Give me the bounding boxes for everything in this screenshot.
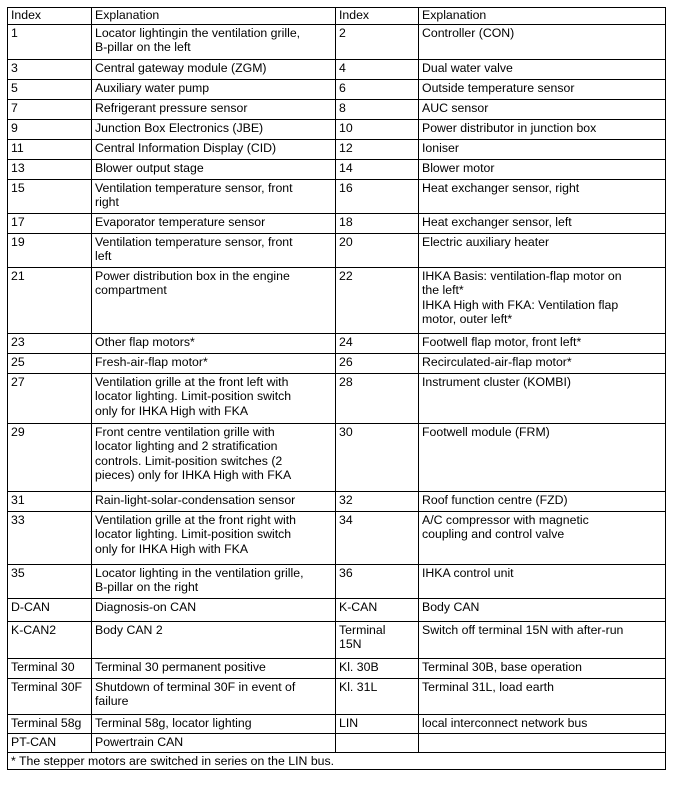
index-cell-right: Kl. 31L: [336, 678, 419, 714]
explanation-cell-right: Switch off terminal 15N with after-run: [419, 621, 666, 658]
legend-table-body: [8, 24, 666, 752]
explanation-cell-left: Ventilation temperature sensor, front left: [92, 233, 336, 267]
explanation-cell-left: Central Information Display (CID): [92, 139, 336, 159]
index-cell-right: 18: [336, 213, 419, 233]
index-cell-left: 35: [8, 564, 92, 598]
explanation-cell-left: Refrigerant pressure sensor: [92, 99, 336, 119]
index-cell-left: Terminal 58g: [8, 714, 92, 733]
index-cell-right: 10: [336, 119, 419, 139]
table-row: [8, 159, 666, 179]
explanation-cell-left: Other flap motors*: [92, 333, 336, 353]
index-cell-left: 21: [8, 267, 92, 333]
table-row: [8, 99, 666, 119]
table-row: [8, 213, 666, 233]
table-row: [8, 233, 666, 267]
index-cell-right: K-CAN: [336, 598, 419, 621]
footnote: * The stepper motors are switched in series on the LIN bus.: [8, 752, 666, 770]
table-row: [8, 658, 666, 678]
table-row: [8, 353, 666, 373]
index-cell-left: 25: [8, 353, 92, 373]
explanation-cell-left: Central gateway module (ZGM): [92, 59, 336, 79]
index-cell-right: 30: [336, 423, 419, 491]
table-row: [8, 598, 666, 621]
explanation-cell-right: Recirculated-air-flap motor*: [419, 353, 666, 373]
table-row: [8, 333, 666, 353]
index-cell-left: 9: [8, 119, 92, 139]
table-row: [8, 119, 666, 139]
header-explanation-left: Explanation: [92, 8, 336, 25]
header-explanation-right: Explanation: [419, 8, 666, 25]
explanation-cell-right: Roof function centre (FZD): [419, 491, 666, 511]
explanation-cell-right: IHKA control unit: [419, 564, 666, 598]
header-row: [8, 8, 666, 25]
legend-table-container: [7, 7, 666, 770]
explanation-cell-left: Ventilation grille at the front left with locator lighting. Limit-position switch only for IHKA High with FKA: [92, 373, 336, 423]
explanation-cell-left: Terminal 58g, locator lighting: [92, 714, 336, 733]
index-cell-left: 33: [8, 511, 92, 564]
table-row: [8, 373, 666, 423]
explanation-cell-left: Blower output stage: [92, 159, 336, 179]
explanation-cell-left: Terminal 30 permanent positive: [92, 658, 336, 678]
index-cell-left: 29: [8, 423, 92, 491]
explanation-cell-right: Terminal 31L, load earth: [419, 678, 666, 714]
index-cell-right: 34: [336, 511, 419, 564]
table-row: [8, 59, 666, 79]
header-index-left: Index: [8, 8, 92, 25]
explanation-cell-right: Instrument cluster (KOMBI): [419, 373, 666, 423]
table-row: [8, 139, 666, 159]
explanation-cell-right: [419, 733, 666, 752]
table-row: [8, 511, 666, 564]
explanation-cell-right: Ioniser: [419, 139, 666, 159]
index-cell-right: [336, 733, 419, 752]
index-cell-right: 20: [336, 233, 419, 267]
table-row: [8, 714, 666, 733]
index-cell-left: 7: [8, 99, 92, 119]
index-cell-right: 12: [336, 139, 419, 159]
index-cell-left: D-CAN: [8, 598, 92, 621]
explanation-cell-left: Locator lighting in the ventilation grille, B-pillar on the right: [92, 564, 336, 598]
index-cell-right: Terminal 15N: [336, 621, 419, 658]
legend-table: [7, 7, 666, 770]
index-cell-left: 11: [8, 139, 92, 159]
index-cell-left: 19: [8, 233, 92, 267]
index-cell-left: 31: [8, 491, 92, 511]
explanation-cell-left: Diagnosis-on CAN: [92, 598, 336, 621]
table-row: [8, 678, 666, 714]
explanation-cell-right: Blower motor: [419, 159, 666, 179]
explanation-cell-right: Heat exchanger sensor, right: [419, 179, 666, 213]
explanation-cell-left: Fresh-air-flap motor*: [92, 353, 336, 373]
index-cell-left: K-CAN2: [8, 621, 92, 658]
index-cell-right: 4: [336, 59, 419, 79]
index-cell-right: 26: [336, 353, 419, 373]
explanation-cell-right: Dual water valve: [419, 59, 666, 79]
explanation-cell-right: Electric auxiliary heater: [419, 233, 666, 267]
explanation-cell-right: local interconnect network bus: [419, 714, 666, 733]
explanation-cell-right: Heat exchanger sensor, left: [419, 213, 666, 233]
explanation-cell-left: Body CAN 2: [92, 621, 336, 658]
index-cell-left: 5: [8, 79, 92, 99]
explanation-cell-right: Controller (CON): [419, 24, 666, 59]
explanation-cell-left: Ventilation temperature sensor, front right: [92, 179, 336, 213]
explanation-cell-left: Ventilation grille at the front right with locator lighting. Limit-position switch only for IHKA High with FKA: [92, 511, 336, 564]
footnote-row: [8, 752, 666, 770]
explanation-cell-right: AUC sensor: [419, 99, 666, 119]
index-cell-right: 28: [336, 373, 419, 423]
explanation-cell-right: Footwell module (FRM): [419, 423, 666, 491]
index-cell-right: LIN: [336, 714, 419, 733]
index-cell-right: 6: [336, 79, 419, 99]
explanation-cell-right: A/C compressor with magnetic coupling and control valve: [419, 511, 666, 564]
explanation-cell-right: IHKA Basis: ventilation-flap motor on the left* IHKA High with FKA: Ventilation flap motor, outer left*: [419, 267, 666, 333]
index-cell-left: 3: [8, 59, 92, 79]
index-cell-right: 32: [336, 491, 419, 511]
index-cell-right: 36: [336, 564, 419, 598]
explanation-cell-left: Auxiliary water pump: [92, 79, 336, 99]
explanation-cell-right: Footwell flap motor, front left*: [419, 333, 666, 353]
table-row: [8, 179, 666, 213]
table-row: [8, 564, 666, 598]
index-cell-left: 23: [8, 333, 92, 353]
explanation-cell-right: Terminal 30B, base operation: [419, 658, 666, 678]
table-row: [8, 24, 666, 59]
explanation-cell-right: Outside temperature sensor: [419, 79, 666, 99]
index-cell-left: 17: [8, 213, 92, 233]
index-cell-left: 15: [8, 179, 92, 213]
index-cell-right: 14: [336, 159, 419, 179]
explanation-cell-left: Power distribution box in the engine compartment: [92, 267, 336, 333]
explanation-cell-left: Locator lightingin the ventilation grille, B-pillar on the left: [92, 24, 336, 59]
explanation-cell-left: Shutdown of terminal 30F in event of failure: [92, 678, 336, 714]
table-row: [8, 733, 666, 752]
index-cell-left: 27: [8, 373, 92, 423]
index-cell-left: 13: [8, 159, 92, 179]
table-row: [8, 79, 666, 99]
explanation-cell-left: Front centre ventilation grille with locator lighting and 2 stratification controls. Limit-position switches (2 pieces) only for IHKA High with FKA: [92, 423, 336, 491]
index-cell-left: PT-CAN: [8, 733, 92, 752]
index-cell-left: Terminal 30: [8, 658, 92, 678]
index-cell-right: 2: [336, 24, 419, 59]
index-cell-right: 24: [336, 333, 419, 353]
table-row: [8, 621, 666, 658]
index-cell-right: 16: [336, 179, 419, 213]
index-cell-left: 1: [8, 24, 92, 59]
explanation-cell-left: Powertrain CAN: [92, 733, 336, 752]
index-cell-right: 22: [336, 267, 419, 333]
index-cell-right: 8: [336, 99, 419, 119]
explanation-cell-left: Evaporator temperature sensor: [92, 213, 336, 233]
explanation-cell-right: Power distributor in junction box: [419, 119, 666, 139]
header-index-right: Index: [336, 8, 419, 25]
index-cell-left: Terminal 30F: [8, 678, 92, 714]
explanation-cell-left: Junction Box Electronics (JBE): [92, 119, 336, 139]
explanation-cell-right: Body CAN: [419, 598, 666, 621]
table-row: [8, 267, 666, 333]
table-row: [8, 491, 666, 511]
index-cell-right: Kl. 30B: [336, 658, 419, 678]
table-row: [8, 423, 666, 491]
explanation-cell-left: Rain-light-solar-condensation sensor: [92, 491, 336, 511]
